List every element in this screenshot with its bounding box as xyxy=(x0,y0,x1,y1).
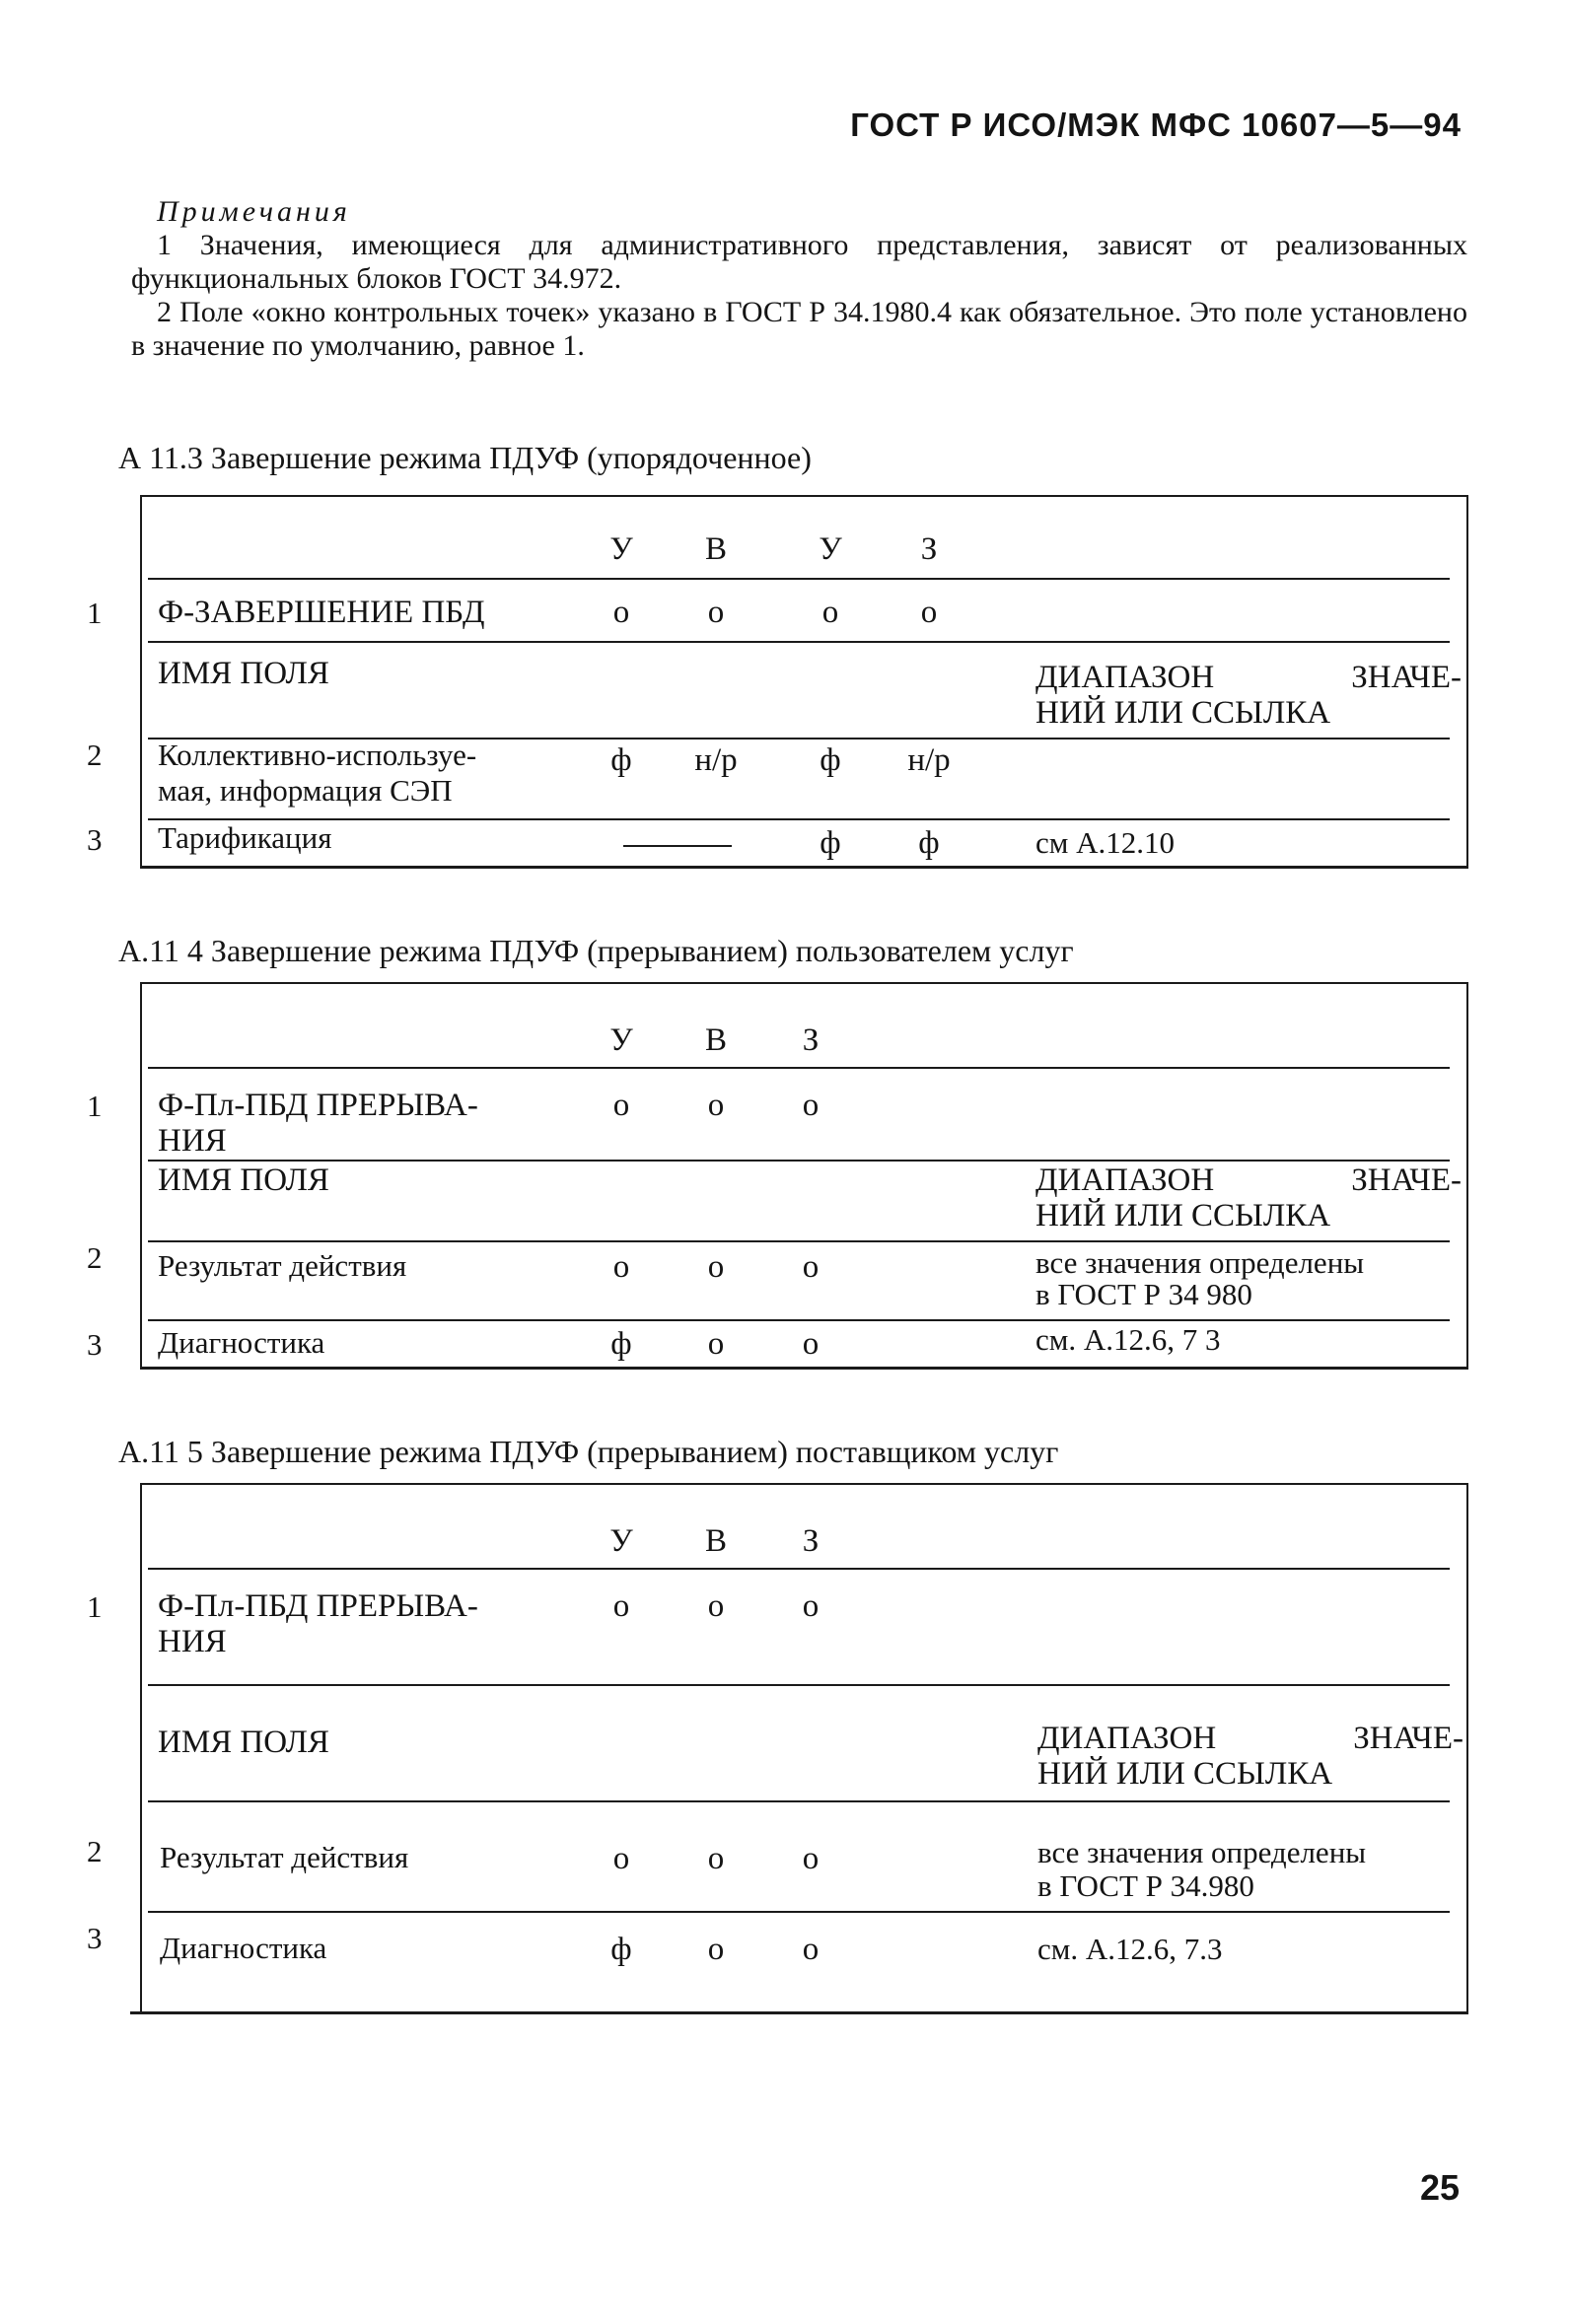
table-1-field-header: ИМЯ ПОЛЯ xyxy=(158,656,329,691)
note-1: 1 Значения, имеющиеся для административного представления, зависят от реализованных функциональных блоков ГОСТ 34.972. xyxy=(131,229,1467,295)
table-2-rule xyxy=(148,1067,1450,1069)
table-2-field-value: о xyxy=(707,1249,725,1285)
table-2-col-v: В xyxy=(704,1022,727,1058)
table-2-primitive-name: НИЯ xyxy=(158,1123,227,1159)
table-3-field-value: о xyxy=(707,1932,725,1967)
table-1-col-u2: У xyxy=(819,531,842,567)
table-2-primitive-value: о xyxy=(612,1088,630,1123)
table-2-field-value: ф xyxy=(610,1326,632,1362)
table-3-caption: А.11 5 Завершение режима ПДУФ (прерыванием) поставщиком услуг xyxy=(118,1434,1059,1469)
table-3-primitive-value: о xyxy=(707,1588,725,1624)
table-3-range-value: все значения определены xyxy=(1037,1835,1367,1869)
table-2-field-value: о xyxy=(802,1249,820,1285)
table-3-field-name: Диагностика xyxy=(160,1931,327,1965)
table-3-row-num: 3 xyxy=(87,1921,103,1955)
page-number: 25 xyxy=(1420,2167,1461,2208)
table-3-primitive-value: о xyxy=(612,1588,630,1624)
table-2-bottom-border xyxy=(140,1367,1468,1370)
table-3-col-u: У xyxy=(609,1523,633,1559)
table-3-rule xyxy=(148,1684,1450,1686)
table-1-field-value: н/р xyxy=(694,742,738,778)
table-3-range-value: в ГОСТ Р 34.980 xyxy=(1037,1868,1254,1903)
table-2-range-header-2: НИЙ ИЛИ ССЫЛКА xyxy=(1035,1198,1331,1233)
table-1-field-name: мая, информация СЭП xyxy=(158,773,453,808)
table-3-bottom-border xyxy=(130,2011,1468,2014)
table-2-rule xyxy=(148,1240,1450,1242)
table-1-col-v: В xyxy=(704,531,727,567)
table-3-row-num: 2 xyxy=(87,1834,103,1868)
table-2-range-value: в ГОСТ Р 34 980 xyxy=(1035,1277,1252,1311)
table-3-rule xyxy=(148,1568,1450,1570)
table-2-range-header-1: ДИАПАЗОН ЗНАЧЕ- xyxy=(1035,1162,1462,1198)
table-2-primitive-value: о xyxy=(707,1088,725,1123)
table-2-rule xyxy=(148,1319,1450,1321)
table-2-row-num: 1 xyxy=(87,1089,103,1123)
table-2-rule xyxy=(148,1160,1450,1162)
note-2: 2 Поле «окно контрольных точек» указано в ГОСТ Р 34.1980.4 как обязательное. Это поле установлено в значение по умолчанию, равное 1. xyxy=(131,296,1467,362)
table-2-field-value: о xyxy=(612,1249,630,1285)
table-2-primitive-name: Ф-Пл-ПБД ПРЕРЫВА- xyxy=(158,1088,478,1123)
table-3-col-z: З xyxy=(802,1523,820,1559)
table-1-primitive-value: о xyxy=(821,595,839,630)
table-1-row-num: 1 xyxy=(87,596,103,630)
table-3-primitive-name: Ф-Пл-ПБД ПРЕРЫВА- xyxy=(158,1588,478,1624)
table-2-primitive-value: о xyxy=(802,1088,820,1123)
table-3-field-value: о xyxy=(802,1841,820,1876)
table-3-primitive-name: НИЯ xyxy=(158,1624,227,1659)
table-1-field-value: ф xyxy=(820,742,841,778)
table-1-col-u1: У xyxy=(609,531,633,567)
table-2-caption: А.11 4 Завершение режима ПДУФ (прерыванием) пользователем услуг xyxy=(118,933,1074,968)
table-1-col-z: З xyxy=(920,531,938,567)
table-1-range-header-1: ДИАПАЗОН ЗНАЧЕ- xyxy=(1035,660,1462,695)
notes-section xyxy=(131,195,1467,363)
table-1-row-num: 3 xyxy=(87,822,103,857)
table-1-bottom-border xyxy=(140,866,1468,869)
table-1-top-border xyxy=(140,495,1468,497)
table-3-row-num: 1 xyxy=(87,1589,103,1624)
table-3-top-border xyxy=(140,1483,1468,1485)
table-3-field-value: ф xyxy=(610,1932,632,1967)
table-1-field-value: ф xyxy=(610,742,632,778)
table-1-range-value: см А.12.10 xyxy=(1035,825,1176,860)
table-3-field-value: о xyxy=(707,1841,725,1876)
table-1-primitive-value: о xyxy=(920,595,938,630)
table-2-top-border xyxy=(140,982,1468,984)
table-2-row-num: 2 xyxy=(87,1240,103,1275)
table-2-field-value: о xyxy=(707,1326,725,1362)
table-2-field-value: о xyxy=(802,1326,820,1362)
table-3-field-value: о xyxy=(802,1932,820,1967)
table-1-primitive-name: Ф-ЗАВЕРШЕНИЕ ПБД xyxy=(158,595,485,630)
table-1-field-name: Тарификация xyxy=(158,820,332,855)
table-1-field-value: ф xyxy=(820,825,841,861)
table-1-not-applicable-dash xyxy=(623,845,732,847)
table-1-primitive-value: о xyxy=(612,595,630,630)
notes-title: Примечания xyxy=(157,195,351,228)
table-1-rule xyxy=(148,578,1450,580)
table-2-row-num: 3 xyxy=(87,1327,103,1362)
standard-code-header: ГОСТ Р ИСО/МЭК МФС 10607—5—94 xyxy=(850,106,1462,143)
table-2-range-value: см. А.12.6, 7 3 xyxy=(1035,1322,1221,1357)
table-3-rule xyxy=(148,1800,1450,1802)
table-1-caption: А 11.3 Завершение режима ПДУФ (упорядоченное) xyxy=(118,440,812,475)
table-2-field-header: ИМЯ ПОЛЯ xyxy=(158,1162,329,1198)
table-2-col-z: З xyxy=(802,1022,820,1058)
table-1-row-num: 2 xyxy=(87,738,103,772)
table-2-range-value: все значения определены xyxy=(1035,1245,1365,1280)
table-1-primitive-value: о xyxy=(707,595,725,630)
table-3-range-header-2: НИЙ ИЛИ ССЫЛКА xyxy=(1037,1756,1333,1792)
table-1-field-value: н/р xyxy=(907,742,951,778)
table-1-range-header-2: НИЙ ИЛИ ССЫЛКА xyxy=(1035,695,1331,731)
table-1-rule xyxy=(148,641,1450,643)
table-3-rule xyxy=(148,1911,1450,1913)
table-2-col-u: У xyxy=(609,1022,633,1058)
table-3-primitive-value: о xyxy=(802,1588,820,1624)
table-3-col-v: В xyxy=(704,1523,727,1559)
table-1-rule xyxy=(148,818,1450,820)
table-1-field-name: Коллективно-используе- xyxy=(158,738,477,772)
table-3-field-value: о xyxy=(612,1841,630,1876)
table-2-field-name: Диагностика xyxy=(158,1325,325,1360)
table-3-field-header: ИМЯ ПОЛЯ xyxy=(158,1725,329,1760)
table-2-field-name: Результат действия xyxy=(158,1248,407,1283)
table-3-range-value: см. А.12.6, 7.3 xyxy=(1037,1932,1223,1966)
table-3-range-header-1: ДИАПАЗОН ЗНАЧЕ- xyxy=(1037,1721,1463,1756)
table-3-field-name: Результат действия xyxy=(160,1840,409,1874)
table-1-field-value: ф xyxy=(918,825,940,861)
